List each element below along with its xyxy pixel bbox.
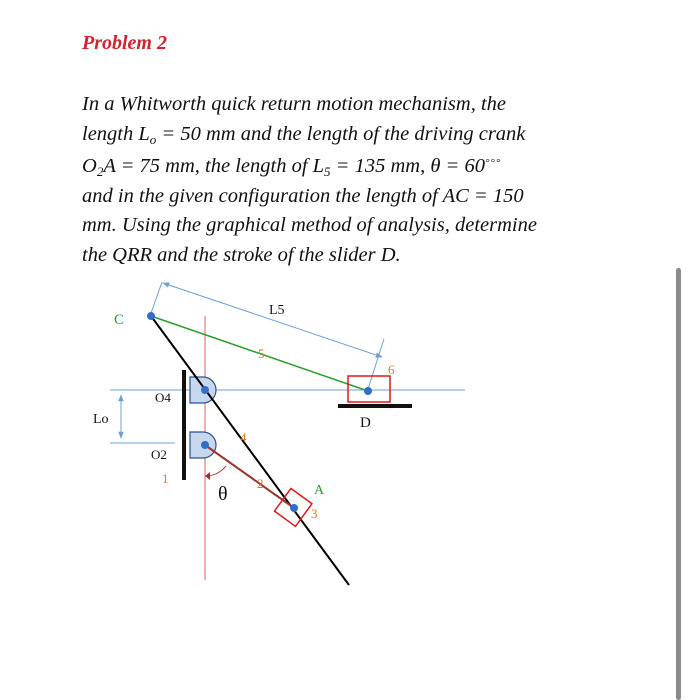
vertical-scrollbar[interactable] (676, 268, 681, 700)
label-d: D (360, 415, 371, 431)
joint-o2 (201, 441, 209, 449)
label-link-5: 5 (258, 346, 265, 361)
problem-line-2: length $L_o = 50$ mm and the length of the driving crank (82, 122, 526, 147)
joint-a (290, 504, 298, 512)
l5-extension-left (150, 282, 162, 316)
l5-dimension-arrow (163, 283, 382, 357)
label-theta: θ (218, 483, 228, 505)
problem-title: Problem 2 (82, 32, 167, 54)
joint-o4 (201, 386, 209, 394)
label-o4: O4 (155, 390, 171, 405)
label-a: A (314, 483, 325, 498)
label-ground-1: 1 (162, 471, 169, 486)
link-4-slotted-lever (151, 316, 349, 585)
joint-c (147, 312, 155, 320)
joint-d (364, 387, 372, 395)
problem-line-6: the QRR and the stroke of the slider D. (82, 243, 401, 266)
problem-line-1: In a Whitworth quick return motion mechanism, the (82, 93, 506, 115)
problem-line-4: and in the given configuration the length of AC = 150 (82, 184, 524, 207)
label-link-4: 4 (240, 430, 247, 445)
l5-extension-right (368, 339, 384, 389)
problem-line-3: $O_2A = 75$ mm, the length of $L_5 = 135$ mm, θ = 60°°° (82, 155, 502, 179)
label-o2: O2 (151, 447, 167, 462)
label-link-6: 6 (388, 362, 395, 377)
theta-arrow-head (205, 472, 210, 480)
label-link-2: 2 (257, 476, 264, 491)
label-c: C (114, 312, 125, 328)
problem-line-5: mm. Using the graphical method of analysis, determine (82, 214, 537, 236)
label-l5: L5 (269, 303, 285, 318)
label-link-3: 3 (311, 506, 318, 521)
label-lo: Lo (93, 412, 109, 427)
